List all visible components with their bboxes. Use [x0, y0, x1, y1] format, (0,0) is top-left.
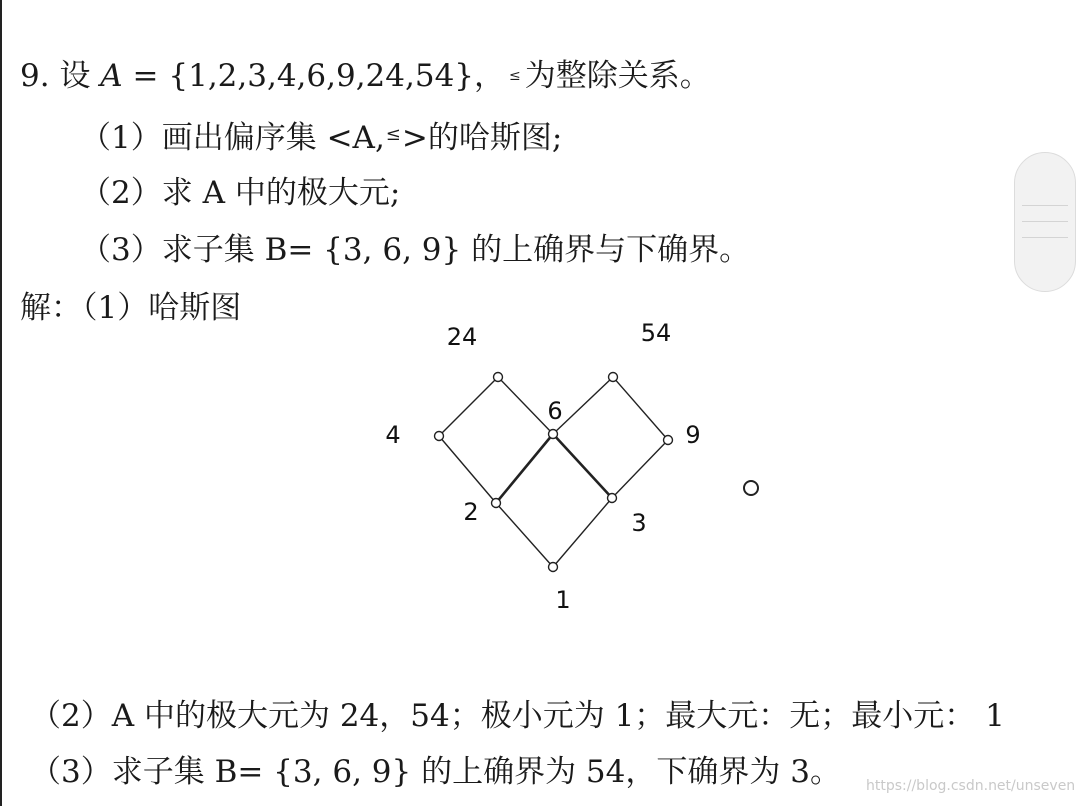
set-definition: = {1,2,3,4,6,9,24,54} — [122, 58, 475, 94]
hasse-labels — [385, 319, 700, 614]
hasse-label-54: 54 — [640, 319, 672, 347]
hasse-node-6 — [549, 430, 558, 439]
scroll-grip-line-2 — [1022, 221, 1068, 222]
hasse-label-9: 9 — [685, 421, 701, 449]
subquestion-1-prefix: （1）画出偏序集 <A, — [80, 120, 385, 156]
subquestion-1-symbol: ≤ — [385, 124, 401, 145]
answer-2: （2）A 中的极大元为 24，54；极小元为 1；最大元：无；最小元： 1 — [30, 698, 1005, 734]
subquestion-1-suffix: >的哈斯图; — [401, 120, 563, 156]
watermark: https://blog.csdn.net/unseven — [866, 778, 1076, 794]
subquestion-2: （2）求 A 中的极大元; — [80, 175, 401, 211]
hasse-label-2: 2 — [463, 498, 479, 526]
hasse-edge-2-6 — [496, 434, 553, 503]
hasse-edge-1-2 — [496, 503, 553, 567]
hasse-label-24: 24 — [446, 323, 478, 351]
hasse-node-9 — [664, 436, 673, 445]
answer-3: （3）求子集 B= {3, 6, 9} 的上确界为 54，下确界为 3。 — [30, 754, 841, 790]
hasse-edge-4-24 — [439, 377, 498, 436]
hasse-node-24 — [494, 373, 503, 382]
hasse-edge-2-4 — [439, 436, 496, 503]
hasse-edge-9-54 — [613, 377, 668, 440]
problem-intro: 设 — [59, 58, 91, 94]
hasse-label-6: 6 — [547, 397, 563, 425]
hasse-node-3 — [608, 494, 617, 503]
hasse-edge-1-3 — [553, 498, 612, 567]
set-name: A — [100, 58, 123, 94]
problem-comma: ， — [474, 58, 506, 94]
hasse-node-1 — [549, 563, 558, 572]
scroll-handle[interactable] — [1014, 152, 1076, 292]
relation-symbol: ≤ — [509, 68, 521, 84]
hasse-node-2 — [492, 499, 501, 508]
subquestion-3: （3）求子集 B= {3, 6, 9} 的上确界与下确界。 — [80, 232, 751, 268]
scroll-grip-line-1 — [1022, 205, 1068, 206]
hasse-node-54 — [609, 373, 618, 382]
hasse-label-4: 4 — [385, 421, 401, 449]
hasse-edge-3-9 — [612, 440, 668, 498]
stray-circle — [744, 481, 758, 495]
scroll-grip-line-3 — [1022, 237, 1068, 238]
hasse-edge-3-6 — [553, 434, 612, 498]
solution-heading: 解：（1）哈斯图 — [20, 290, 242, 326]
hasse-node-4 — [435, 432, 444, 441]
hasse-edge-6-24 — [498, 377, 553, 434]
relation-text: 为整除关系。 — [524, 58, 711, 94]
hasse-label-1: 1 — [555, 586, 571, 614]
hasse-label-3: 3 — [631, 509, 647, 537]
problem-number: 9. — [20, 58, 50, 94]
